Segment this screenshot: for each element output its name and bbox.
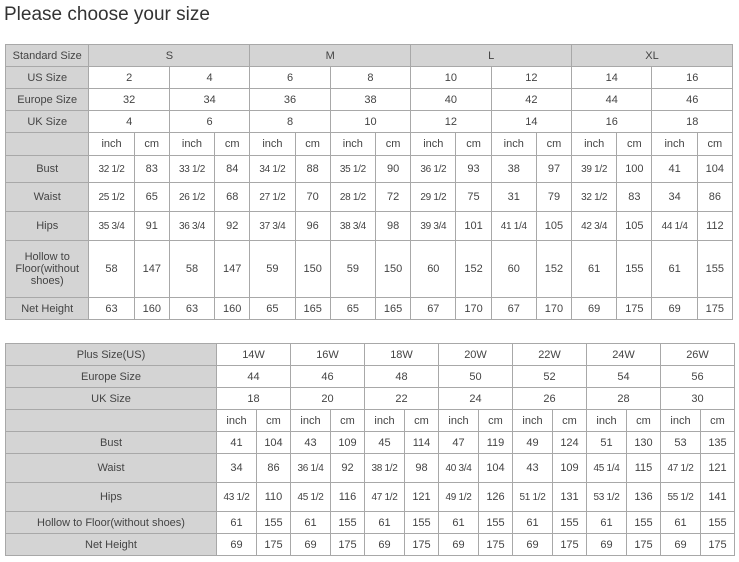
europe-size-label: Europe Size [6, 366, 217, 388]
bust-cell: 38 [491, 156, 536, 183]
net-height-cell: 63 [89, 298, 134, 320]
hips-cell: 35 3/4 [89, 212, 134, 241]
hollow-to-floor-cell: 61 [217, 512, 257, 534]
bust-cell: 109 [331, 432, 365, 454]
waist-cell: 38 1/2 [365, 454, 405, 483]
hips-cell: 92 [215, 212, 250, 241]
waist-cell: 72 [375, 183, 410, 212]
net-height-cell: 175 [553, 534, 587, 556]
waist-cell: 121 [701, 454, 735, 483]
uk-size-cell: 18 [652, 111, 733, 133]
waist-cell: 115 [627, 454, 661, 483]
unit-inch: inch [365, 410, 405, 432]
waist-cell: 70 [295, 183, 330, 212]
hollow-to-floor-cell: 61 [652, 241, 697, 298]
hips-cell: 98 [375, 212, 410, 241]
bust-cell: 45 [365, 432, 405, 454]
bust-cell: 35 1/2 [330, 156, 375, 183]
bust-cell: 34 1/2 [250, 156, 295, 183]
hollow-to-floor-cell: 152 [536, 241, 571, 298]
hips-cell: 39 3/4 [411, 212, 456, 241]
hips-cell: 53 1/2 [587, 483, 627, 512]
waist-cell: 36 1/4 [291, 454, 331, 483]
us-size-cell: 4 [169, 67, 249, 89]
bust-label: Bust [6, 432, 217, 454]
waist-cell: 28 1/2 [330, 183, 375, 212]
net-height-cell: 175 [479, 534, 513, 556]
waist-cell: 29 1/2 [411, 183, 456, 212]
unit-cm: cm [257, 410, 291, 432]
waist-cell: 47 1/2 [661, 454, 701, 483]
net-height-cell: 170 [456, 298, 491, 320]
hips-cell: 116 [331, 483, 365, 512]
europe-size-cell: 44 [217, 366, 291, 388]
uk-size-cell: 4 [89, 111, 169, 133]
hips-cell: 101 [456, 212, 491, 241]
standard-size-cell: L [411, 45, 572, 67]
us-size-cell: 12 [491, 67, 571, 89]
unit-inch: inch [89, 133, 134, 156]
unit-cm: cm [479, 410, 513, 432]
hips-cell: 44 1/4 [652, 212, 697, 241]
unit-inch: inch [411, 133, 456, 156]
unit-inch: inch [491, 133, 536, 156]
waist-cell: 98 [405, 454, 439, 483]
hollow-to-floor-label: Hollow to Floor(without shoes) [6, 241, 89, 298]
waist-cell: 68 [215, 183, 250, 212]
uk-size-cell: 12 [411, 111, 491, 133]
uk-size-cell: 30 [661, 388, 735, 410]
europe-size-cell: 40 [411, 89, 491, 111]
hips-cell: 126 [479, 483, 513, 512]
hollow-to-floor-cell: 155 [479, 512, 513, 534]
bust-label: Bust [6, 156, 89, 183]
unit-cm: cm [331, 410, 365, 432]
hollow-to-floor-cell: 58 [169, 241, 214, 298]
net-height-cell: 69 [217, 534, 257, 556]
europe-size-cell: 48 [365, 366, 439, 388]
bust-cell: 49 [513, 432, 553, 454]
unit-cm: cm [134, 133, 169, 156]
plus-size-label: Plus Size(US) [6, 344, 217, 366]
net-height-cell: 69 [572, 298, 617, 320]
waist-cell: 104 [479, 454, 513, 483]
hollow-to-floor-cell: 61 [365, 512, 405, 534]
waist-cell: 86 [257, 454, 291, 483]
net-height-cell: 175 [627, 534, 661, 556]
hollow-to-floor-cell: 59 [330, 241, 375, 298]
hollow-to-floor-cell: 61 [291, 512, 331, 534]
unit-inch: inch [513, 410, 553, 432]
europe-size-label: Europe Size [6, 89, 89, 111]
unit-inch: inch [572, 133, 617, 156]
hollow-to-floor-cell: 155 [627, 512, 661, 534]
net-height-cell: 160 [134, 298, 169, 320]
hips-cell: 49 1/2 [439, 483, 479, 512]
uk-size-label: UK Size [6, 388, 217, 410]
bust-cell: 43 [291, 432, 331, 454]
net-height-cell: 165 [295, 298, 330, 320]
hips-label: Hips [6, 483, 217, 512]
uk-size-cell: 8 [250, 111, 330, 133]
net-height-cell: 69 [291, 534, 331, 556]
standard-size-cell: S [89, 45, 250, 67]
bust-cell: 53 [661, 432, 701, 454]
hollow-to-floor-cell: 155 [553, 512, 587, 534]
standard-size-cell: M [250, 45, 411, 67]
europe-size-cell: 50 [439, 366, 513, 388]
hollow-to-floor-cell: 155 [697, 241, 732, 298]
hips-cell: 141 [701, 483, 735, 512]
bust-cell: 97 [536, 156, 571, 183]
hips-cell: 110 [257, 483, 291, 512]
uk-size-cell: 18 [217, 388, 291, 410]
hollow-to-floor-cell: 155 [257, 512, 291, 534]
hips-cell: 51 1/2 [513, 483, 553, 512]
bust-cell: 51 [587, 432, 627, 454]
plus-size-cell: 18W [365, 344, 439, 366]
waist-cell: 34 [652, 183, 697, 212]
unit-cm: cm [405, 410, 439, 432]
bust-cell: 135 [701, 432, 735, 454]
bust-cell: 41 [217, 432, 257, 454]
hips-cell: 37 3/4 [250, 212, 295, 241]
unit-cm: cm [215, 133, 250, 156]
uk-size-cell: 28 [587, 388, 661, 410]
waist-cell: 40 3/4 [439, 454, 479, 483]
waist-label: Waist [6, 454, 217, 483]
hollow-to-floor-cell: 59 [250, 241, 295, 298]
us-size-cell: 8 [330, 67, 410, 89]
waist-cell: 86 [697, 183, 732, 212]
us-size-cell: 16 [652, 67, 733, 89]
europe-size-cell: 46 [291, 366, 365, 388]
net-height-cell: 67 [411, 298, 456, 320]
hollow-to-floor-cell: 147 [134, 241, 169, 298]
bust-cell: 100 [617, 156, 652, 183]
net-height-cell: 63 [169, 298, 214, 320]
us-size-cell: 14 [572, 67, 652, 89]
unit-row-label [6, 133, 89, 156]
hips-cell: 112 [697, 212, 732, 241]
bust-cell: 88 [295, 156, 330, 183]
bust-cell: 130 [627, 432, 661, 454]
unit-cm: cm [456, 133, 491, 156]
waist-cell: 45 1/4 [587, 454, 627, 483]
hips-cell: 47 1/2 [365, 483, 405, 512]
waist-cell: 34 [217, 454, 257, 483]
waist-cell: 25 1/2 [89, 183, 134, 212]
hips-cell: 131 [553, 483, 587, 512]
europe-size-cell: 52 [513, 366, 587, 388]
europe-size-cell: 44 [572, 89, 652, 111]
unit-cm: cm [697, 133, 732, 156]
unit-cm: cm [627, 410, 661, 432]
hollow-to-floor-cell: 150 [295, 241, 330, 298]
uk-size-label: UK Size [6, 111, 89, 133]
hollow-to-floor-cell: 60 [411, 241, 456, 298]
bust-cell: 119 [479, 432, 513, 454]
standard-size-cell: XL [572, 45, 733, 67]
hips-cell: 41 1/4 [491, 212, 536, 241]
net-height-cell: 65 [330, 298, 375, 320]
plus-size-cell: 24W [587, 344, 661, 366]
plus-size-cell: 26W [661, 344, 735, 366]
plus-size-cell: 14W [217, 344, 291, 366]
plus-size-cell: 20W [439, 344, 513, 366]
net-height-cell: 165 [375, 298, 410, 320]
bust-cell: 124 [553, 432, 587, 454]
hips-cell: 136 [627, 483, 661, 512]
waist-cell: 92 [331, 454, 365, 483]
waist-cell: 75 [456, 183, 491, 212]
waist-cell: 109 [553, 454, 587, 483]
unit-inch: inch [587, 410, 627, 432]
waist-cell: 79 [536, 183, 571, 212]
europe-size-cell: 42 [491, 89, 571, 111]
net-height-cell: 175 [405, 534, 439, 556]
bust-cell: 41 [652, 156, 697, 183]
bust-cell: 47 [439, 432, 479, 454]
uk-size-cell: 24 [439, 388, 513, 410]
hollow-to-floor-cell: 61 [572, 241, 617, 298]
hips-cell: 36 3/4 [169, 212, 214, 241]
waist-label: Waist [6, 183, 89, 212]
waist-cell: 31 [491, 183, 536, 212]
unit-inch: inch [439, 410, 479, 432]
hollow-to-floor-cell: 155 [701, 512, 735, 534]
unit-inch: inch [291, 410, 331, 432]
unit-inch: inch [652, 133, 697, 156]
unit-cm: cm [295, 133, 330, 156]
hollow-to-floor-cell: 152 [456, 241, 491, 298]
unit-inch: inch [250, 133, 295, 156]
us-size-cell: 10 [411, 67, 491, 89]
net-height-cell: 69 [513, 534, 553, 556]
hollow-to-floor-cell: 147 [215, 241, 250, 298]
hollow-to-floor-cell: 61 [513, 512, 553, 534]
hips-cell: 105 [536, 212, 571, 241]
bust-cell: 84 [215, 156, 250, 183]
hips-cell: 42 3/4 [572, 212, 617, 241]
net-height-label: Net Height [6, 534, 217, 556]
waist-cell: 32 1/2 [572, 183, 617, 212]
europe-size-cell: 34 [169, 89, 249, 111]
hollow-to-floor-cell: 60 [491, 241, 536, 298]
unit-inch: inch [217, 410, 257, 432]
hollow-to-floor-cell: 61 [587, 512, 627, 534]
net-height-cell: 175 [697, 298, 732, 320]
hips-cell: 105 [617, 212, 652, 241]
unit-cm: cm [617, 133, 652, 156]
hips-cell: 121 [405, 483, 439, 512]
europe-size-cell: 56 [661, 366, 735, 388]
europe-size-cell: 46 [652, 89, 733, 111]
net-height-cell: 175 [617, 298, 652, 320]
unit-row-label [6, 410, 217, 432]
net-height-cell: 69 [439, 534, 479, 556]
net-height-cell: 170 [536, 298, 571, 320]
uk-size-cell: 22 [365, 388, 439, 410]
unit-inch: inch [330, 133, 375, 156]
hips-cell: 91 [134, 212, 169, 241]
net-height-cell: 175 [257, 534, 291, 556]
uk-size-cell: 20 [291, 388, 365, 410]
hips-cell: 45 1/2 [291, 483, 331, 512]
hollow-to-floor-cell: 155 [331, 512, 365, 534]
standard-size-label: Standard Size [6, 45, 89, 67]
unit-cm: cm [536, 133, 571, 156]
bust-cell: 39 1/2 [572, 156, 617, 183]
hollow-to-floor-cell: 58 [89, 241, 134, 298]
bust-cell: 104 [257, 432, 291, 454]
waist-cell: 27 1/2 [250, 183, 295, 212]
waist-cell: 26 1/2 [169, 183, 214, 212]
net-height-label: Net Height [6, 298, 89, 320]
uk-size-cell: 16 [572, 111, 652, 133]
europe-size-cell: 32 [89, 89, 169, 111]
hollow-to-floor-label: Hollow to Floor(without shoes) [6, 512, 217, 534]
us-size-cell: 6 [250, 67, 330, 89]
unit-inch: inch [169, 133, 214, 156]
page-title: Please choose your size [4, 4, 210, 25]
bust-cell: 36 1/2 [411, 156, 456, 183]
bust-cell: 83 [134, 156, 169, 183]
net-height-cell: 160 [215, 298, 250, 320]
uk-size-cell: 6 [169, 111, 249, 133]
net-height-cell: 65 [250, 298, 295, 320]
uk-size-cell: 10 [330, 111, 410, 133]
unit-inch: inch [661, 410, 701, 432]
hollow-to-floor-cell: 61 [661, 512, 701, 534]
waist-cell: 43 [513, 454, 553, 483]
waist-cell: 65 [134, 183, 169, 212]
standard-size-table [5, 44, 733, 320]
us-size-label: US Size [6, 67, 89, 89]
waist-cell: 83 [617, 183, 652, 212]
unit-cm: cm [701, 410, 735, 432]
net-height-cell: 175 [331, 534, 365, 556]
hollow-to-floor-cell: 61 [439, 512, 479, 534]
hips-cell: 55 1/2 [661, 483, 701, 512]
plus-size-table [5, 343, 735, 556]
unit-cm: cm [375, 133, 410, 156]
plus-size-cell: 22W [513, 344, 587, 366]
uk-size-cell: 14 [491, 111, 571, 133]
europe-size-cell: 36 [250, 89, 330, 111]
net-height-cell: 69 [365, 534, 405, 556]
bust-cell: 90 [375, 156, 410, 183]
hips-cell: 43 1/2 [217, 483, 257, 512]
unit-cm: cm [553, 410, 587, 432]
bust-cell: 33 1/2 [169, 156, 214, 183]
plus-size-cell: 16W [291, 344, 365, 366]
hips-cell: 38 3/4 [330, 212, 375, 241]
bust-cell: 114 [405, 432, 439, 454]
net-height-cell: 67 [491, 298, 536, 320]
europe-size-cell: 54 [587, 366, 661, 388]
bust-cell: 104 [697, 156, 732, 183]
net-height-cell: 69 [661, 534, 701, 556]
us-size-cell: 2 [89, 67, 169, 89]
net-height-cell: 175 [701, 534, 735, 556]
hollow-to-floor-cell: 155 [405, 512, 439, 534]
hollow-to-floor-cell: 150 [375, 241, 410, 298]
bust-cell: 32 1/2 [89, 156, 134, 183]
hollow-to-floor-cell: 155 [617, 241, 652, 298]
europe-size-cell: 38 [330, 89, 410, 111]
uk-size-cell: 26 [513, 388, 587, 410]
bust-cell: 93 [456, 156, 491, 183]
hips-label: Hips [6, 212, 89, 241]
hips-cell: 96 [295, 212, 330, 241]
net-height-cell: 69 [652, 298, 697, 320]
net-height-cell: 69 [587, 534, 627, 556]
